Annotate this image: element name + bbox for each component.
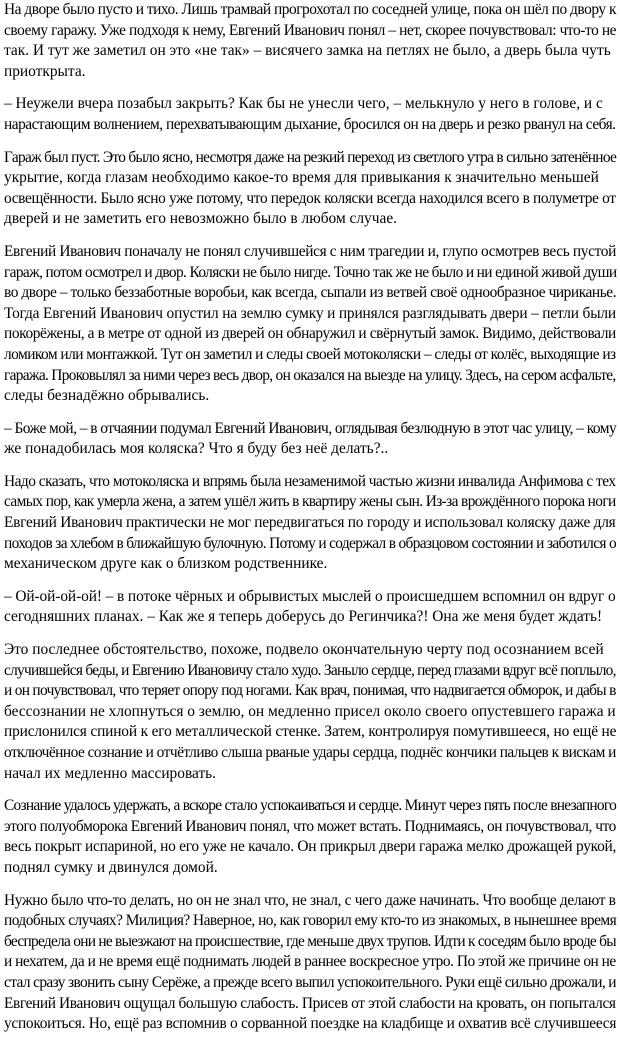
text-line: начал их медленно массировать. <box>4 764 217 782</box>
text-line: покорёжены, а в метре от одной из дверей он обнаружил и свёрнутый замок. Видимо, действовали <box>4 325 616 343</box>
text-line: – Ой-ой-ой-ой! – в потоке чёрных и обрывистых мыслей о происшедшем вспомнил он вдруг о <box>4 587 616 605</box>
text-line: Тогда Евгений Иванович опустил на землю сумку и принялся разглядывать двери – петли были <box>4 304 616 322</box>
text-line: гаража. Проковылял за ними через весь двор, он оказался на выезде на улицу. Здесь, на сером асфальте, <box>4 366 616 384</box>
text-line: прислонился спиной к его металлической стенке. Затем, контролируя помутившееся, но ещё не <box>4 723 617 741</box>
paragraph <box>4 891 616 1035</box>
text-line: так. И тут же заметил он это «не так» – висячего замка на петлях не было, а дверь была чуть <box>4 42 611 60</box>
text-line: же понадобилась моя коляска? Что я буду без неё делать?.. <box>4 440 389 458</box>
paragraph <box>4 640 616 784</box>
text-line: Нужно было что-то делать, но он не знал что, не знал, с чего даже начинать. Что вообще делают в <box>4 891 616 909</box>
text-line: освещённости. Было ясно уже потому, что передок коляски всегда находился всего в полуметре от <box>4 189 616 207</box>
text-line: На дворе было пусто и тихо. Лишь трамвай прогрохотал по соседней улице, пока он шёл по двору к <box>4 1 616 18</box>
paragraph <box>4 148 616 230</box>
text-line: самых пор, как умерла жена, а затем ушёл жить в квартиру жены сын. Из-за врождённого порока ноги <box>4 493 616 511</box>
text-line: нарастающим волнением, перехватывающим дыхание, бросился он на дверь и резко рванул на себя. <box>4 115 616 133</box>
paragraph <box>4 587 616 628</box>
document-page <box>4 0 616 1047</box>
text-line: Евгений Иванович поначалу не понял случившейся с ним трагедии и, глупо осмотрев весь пустой <box>4 242 617 260</box>
paragraph <box>4 0 616 82</box>
text-line: поднял сумку и двинулся домой. <box>4 858 218 876</box>
text-line: механическом друге как о близком родственнике. <box>4 555 328 573</box>
text-line: подобных случаях? Милиция? Наверное, но, как говорил ему кто-то из знакомых, в нынешнее время <box>4 912 617 930</box>
text-line: бессознании не хлопнуться о землю, он медленно присел около своего опустевшего гаража и <box>4 702 616 720</box>
text-line: приоткрыта. <box>4 62 86 80</box>
paragraph <box>4 419 616 460</box>
text-line: во дворе – только беззаботные воробьи, как всегда, сыпали из ветвей своё однообразное чириканье. <box>4 284 617 302</box>
text-line: беспредела они не выезжают на происшествие, где меньше двух трупов. Идти к соседям было вроде бы <box>4 932 616 950</box>
text-line: этого полуобморока Евгений Иванович понял, что может встать. Поднимаясь, он почувствовал, что <box>4 817 616 835</box>
text-line: сегодняшних планах. – Как же я теперь доберусь до Регинчика?! Она же меня будет ждать! <box>4 608 603 626</box>
paragraph <box>4 472 616 575</box>
text-line: весь покрыт испариной, но его уже не качало. Он прикрыл двери гаража мелко дрожащей рукой, <box>4 838 617 856</box>
text-line: стал сразу звонить сыну Серёже, а прежде всего выпил успокоительного. Руки ещё сильно дрожали, и <box>4 973 616 991</box>
text-line: Сознание удалось удержать, а вскоре стало успокаиваться и сердце. Минут через пять после внезапного <box>4 797 617 815</box>
text-line: – Боже мой, – в отчаянии подумал Евгений Иванович, оглядывая безлюдную в этот час улицу, – кому <box>4 419 617 437</box>
text-line: своему гаражу. Уже подходя к нему, Евгений Иванович понял – нет, скорее почувствовал: что-то не <box>4 21 617 39</box>
paragraph <box>4 242 616 407</box>
text-line: походов за хлебом в ближайшую булочную. Потому и содержал в образцовом состоянии и заботился о <box>4 534 617 552</box>
paragraph <box>4 94 616 135</box>
text-line: и нехатем, да и не время ещё поднимать людей в раннее воскресное утро. По этой же причине он не <box>4 953 616 971</box>
text-line: случившейся беды, и Евгению Ивановичу стало худо. Заныло сердце, перед глазами вдруг всё поплыло, <box>4 661 616 679</box>
text-line: Евгений Иванович ощущал большую слабость. Присев от этой слабости на кровать, он попытался <box>4 994 616 1012</box>
text-line: и он почувствовал, что теряет опору под ногами. Как врач, понимая, что надвигается обморок, и дабы в <box>4 682 616 700</box>
text-line: ломиком или монтажкой. Тут он заметил и следы своей мотоколяски – следы от колёс, выходящие из <box>4 345 616 363</box>
text-line: укрытие, когда глазам необходимо какое-то время для привыкания к значительно меньшей <box>4 169 599 187</box>
text-line: отключённое сознание и отчётливо слыша рваные удары сердца, поднёс кончики пальцев к вискам и <box>4 744 616 761</box>
text-line: – Неужели вчера позабыл закрыть? Как бы не унесли чего, – мелькнуло у него в голове, и с <box>4 95 603 113</box>
text-line: Это последнее обстоятельство, похоже, подвело окончательную черту под осознанием всей <box>4 641 604 659</box>
text-line: Гараж был пуст. Это было ясно, несмотря даже на резкий переход из светлого утра в сильно затенённое <box>4 148 617 166</box>
text-line: Надо сказать, что мотоколяска и впрямь была незаменимой частью жизни инвалида Анфимова с тех <box>4 472 616 490</box>
text-line: Евгений Иванович практически не мог передвигаться по городу и использовал коляску даже для <box>4 514 616 532</box>
text-line: дверей и не заметить его невозможно было в любом случае. <box>4 210 398 228</box>
text-line: гараж, потом осмотрел и двор. Коляски не было нигде. Точно так же не было и ни единой живой души <box>4 263 617 281</box>
text-line: успокоиться. Но, ещё раз вспомнив о сорванной поездке на кладбище и охватив всё случившееся <box>4 1015 617 1033</box>
text-line: следы безнадёжно обрывались. <box>4 387 210 405</box>
paragraph <box>4 796 616 878</box>
